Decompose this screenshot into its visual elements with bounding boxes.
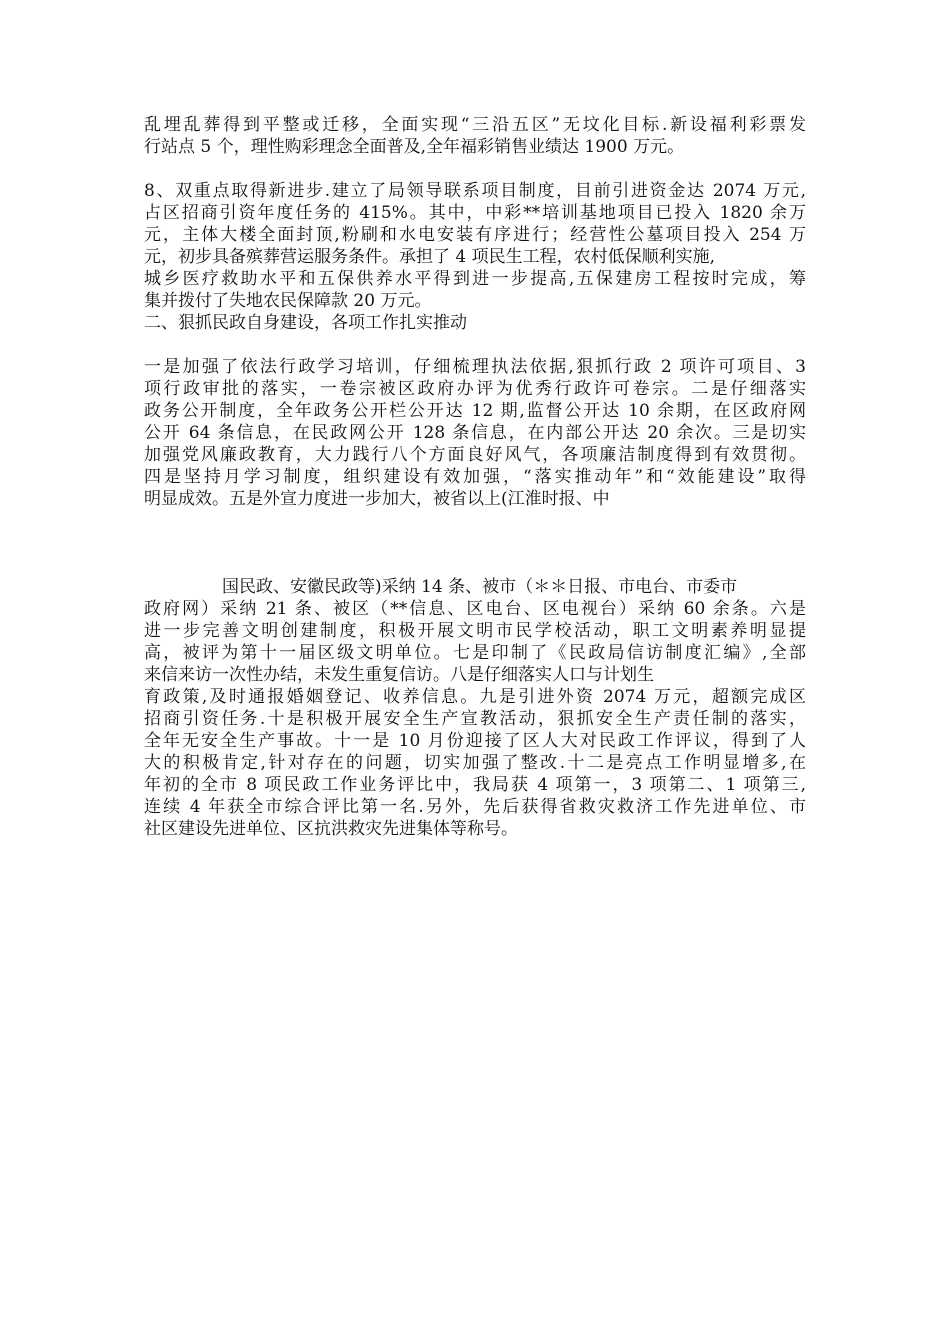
text-line: 全年无安全生产事故。十一是 10 月份迎接了区人大对民政工作评议，得到了人 [144, 731, 806, 751]
text-line: 育政策,及时通报婚姻登记、收养信息。九是引进外资 2074 万元，超额完成区 [144, 687, 806, 707]
text-line: 公开 64 条信息，在民政网公开 128 条信息，在内部公开达 20 余次。三是切实 [144, 423, 806, 443]
text-line: 连续 4 年获全市综合评比第一名.另外，先后获得省救灾救济工作先进单位、市 [144, 797, 806, 817]
text-line: 来信来访一次性办结，未发生重复信访。八是仔细落实人口与计划生 [144, 665, 654, 685]
text-line: 招商引资任务.十是积极开展安全生产宣教活动，狠抓安全生产责任制的落实， [144, 709, 806, 729]
text-line: 项行政审批的落实，一卷宗被区政府办评为优秀行政许可卷宗。二是仔细落实 [144, 379, 806, 399]
text-line: 国民政、安徽民政等)采纳 14 条、被市（＊＊日报、市电台、市委市 [222, 577, 738, 597]
text-line: 行站点 5 个，理性购彩理念全面普及,全年福彩销售业绩达 1900 万元。 [144, 137, 685, 157]
text-line: 社区建设先进单位、区抗洪救灾先进集体等称号。 [144, 819, 518, 839]
section-heading: 二、狠抓民政自身建设，各项工作扎实推动 [144, 313, 467, 333]
text-line: 加强党风廉政教育，大力践行八个方面良好风气，各项廉洁制度得到有效贯彻。 [144, 445, 806, 465]
text-line: 8、双重点取得新进步.建立了局领导联系项目制度，目前引进资金达 2074 万元, [144, 181, 806, 201]
text-line: 占区招商引资年度任务的 415%。其中，中彩**培训基地项目已投入 1820 余万 [144, 203, 806, 223]
text-line: 大的积极肯定,针对存在的问题，切实加强了整改.十二是亮点工作明显增多,在 [144, 753, 806, 773]
text-line: 政府网）采纳 21 条、被区（**信息、区电台、区电视台）采纳 60 余条。六是 [144, 599, 806, 619]
text-line: 进一步完善文明创建制度，积极开展文明市民学校活动，职工文明素养明显提 [144, 621, 806, 641]
text-line: 高，被评为第十一届区级文明单位。七是印制了《民政局信访制度汇编》,全部 [144, 643, 806, 663]
text-line: 明显成效。五是外宣力度进一步加大，被省以上(江淮时报、中 [144, 489, 610, 509]
text-line: 元，初步具备殡葬营运服务条件。承担了 4 项民生工程，农村低保顺利实施, [144, 247, 716, 267]
text-line: 乱埋乱葬得到平整或迁移，全面实现“三沿五区”无坟化目标.新设福利彩票发 [144, 115, 806, 135]
text-line: 一是加强了依法行政学习培训，仔细梳理执法依据,狠抓行政 2 项许可项目、3 [144, 357, 806, 377]
text-line: 元，主体大楼全面封顶,粉刷和水电安装有序进行；经营性公墓项目投入 254 万 [144, 225, 806, 245]
text-line: 政务公开制度，全年政务公开栏公开达 12 期,监督公开达 10 余期，在区政府网 [144, 401, 806, 421]
text-line: 城乡医疗救助水平和五保供养水平得到进一步提高,五保建房工程按时完成，筹 [144, 269, 806, 289]
text-line: 集并拨付了失地农民保障款 20 万元。 [144, 291, 432, 311]
text-line: 四是坚持月学习制度，组织建设有效加强，“落实推动年”和“效能建设”取得 [144, 467, 806, 487]
text-line: 年初的全市 8 项民政工作业务评比中，我局获 4 项第一，3 项第二、1 项第三, [144, 775, 806, 795]
